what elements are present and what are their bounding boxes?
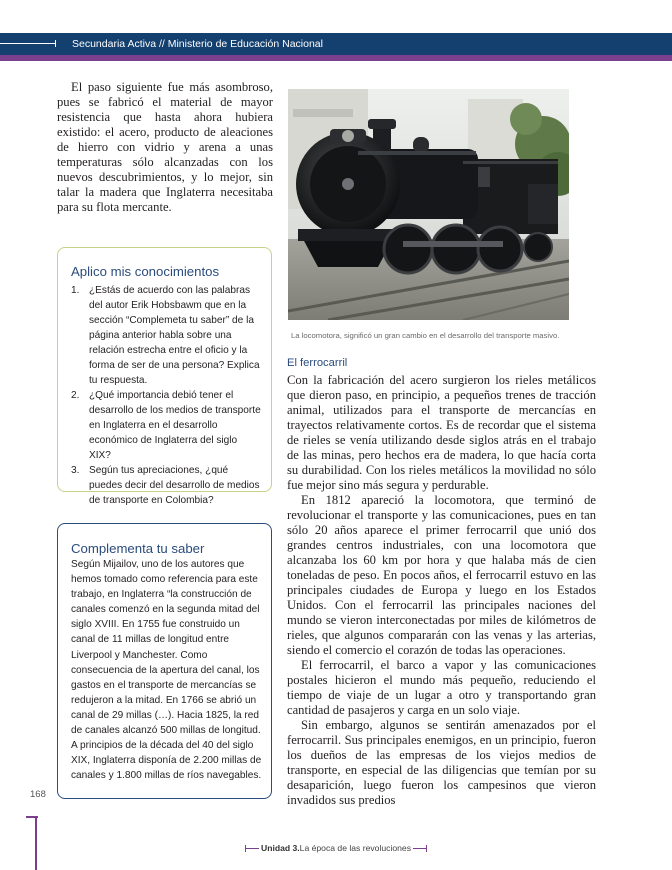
question-number: 1.	[71, 285, 80, 296]
paragraph: Con la fabricación del acero surgieron los rieles metálicos que dieron paso, en principio, a pequeños trenes de tracción animal, utilizados para el transporte de mercancías en trayectos relativamente cortos. Es de recordar que el sistema de rieles se venía utilizando desde siglos atrás en el trabajo de las minas, pero hechos era de madera, lo que hacía corta su durabilidad. Con los rieles metálicos la movilidad no sólo fue mejor sino más segura y perdurable.	[287, 373, 596, 492]
question-text: Según tus apreciaciones, ¿qué puedes decir del desarrollo de medios de transporte en Colombia?	[89, 465, 260, 506]
header-title: Secundaria Activa // Ministerio de Educación Nacional	[72, 38, 323, 50]
question-item	[71, 388, 261, 463]
question-item	[71, 283, 261, 388]
page-number: 168	[30, 789, 46, 800]
locomotive-photo	[288, 89, 569, 320]
footer-bar-right	[413, 848, 427, 849]
question-item	[71, 463, 261, 508]
photo-caption: La locomotora, significó un gran cambio en el desarrollo del transporte masivo.	[291, 331, 560, 340]
paragraph: El ferrocarril, el barco a vapor y las comunicaciones postales hicieron el mundo más pequeño, reduciendo el tiempo de viaje de un lugar a otro y transportando gran cantidad de pasajeros y carga en un solo viaje.	[287, 658, 596, 717]
header-rule-end	[55, 40, 56, 47]
header-rule	[0, 43, 56, 44]
question-number: 2.	[71, 390, 80, 401]
question-text: ¿Estás de acuerdo con las palabras del autor Erik Hobsbawm que en la sección “Complemeta tu saber” de la página anterior habla sobre una relación estrecha entre el oficio y la forma de ser de una persona? Explica tu respuesta.	[89, 285, 260, 386]
footer-unit: Unidad 3.	[260, 843, 300, 853]
paragraph: En 1812 apareció la locomotora, que terminó de revolucionar el transporte y las comunicaciones, pues en tan sólo 20 años aparece el primer ferrocarril que unió dos grandes centros industriales, con una locomotora que alcanzaba los 60 km por hora y que halaba más de cien toneladas de peso. En pocos años, el ferrocarril estuvo en las principales ciudades de Europa y luego en los Estados Unidos. Con el ferrocarril las principales naciones del mundo se vieron interconectadas por miles de kilómetros de rieles, que algunos compararán con las venas y las arterias, siendo el comercio el corazón de todas las operaciones.	[287, 493, 596, 657]
complementa-text: Según Mijailov, uno de los autores que hemos tomado como referencia para este trabajo, en Inglaterra “la construcción de canales comenzó en la segunda mitad del siglo XVIII. En 1755 fue construido un canal de 11 millas de longitud entre Liverpool y Manchester. Como consecuencia de la apertura del canal, los gastos en el transporte de mercancías se redujeron a la mitad. En 1766 se abrió un canal de 29 millas (…). Hacia 1825, la red de canales alcanzó 500 millas de longitud. A principios de la década del 40 del siglo XIX, Inglaterra disponía de 2.200 millas de canales y 1.800 millas de ríos navegables.	[71, 559, 262, 782]
footer-title: La época de las revoluciones	[299, 843, 411, 853]
question-text: ¿Qué importancia debió tener el desarrollo de los medios de transporte en Inglaterra en el desarrollo económico de Inglaterra del siglo XIX?	[89, 390, 261, 461]
question-list	[71, 283, 261, 508]
main-text	[287, 373, 596, 808]
complementa-box	[57, 523, 272, 799]
aplico-heading: Aplico mis conocimientos	[71, 264, 220, 279]
footer	[0, 843, 672, 853]
section-heading: El ferrocarril	[287, 357, 348, 369]
complementa-heading: Complementa tu saber	[71, 541, 205, 556]
intro-paragraph: El paso siguiente fue más asombroso, pues se fabricó el material de mayor resistencia que hasta ahora hubiera existido: el acero, producto de aleaciones de hierro con vidrio y arena a unas temperaturas sólo alcanzadas con los nuevos descubrimientos, y lo mejor, sin talar la madera que Inglaterra necesitaba para su flota mercante.	[57, 80, 273, 214]
header-accent-stripe	[0, 55, 672, 61]
question-number: 3.	[71, 465, 80, 476]
paragraph: Sin embargo, algunos se sentirán amenazados por el ferrocarril. Sus principales enemigos, en un principio, fueron los dueños de las empresas de los viejos medios de transporte, en especial de las diligencias que temían por su desaparición, luego fueron los campesinos que vieron invadidos sus predios	[287, 718, 596, 807]
aplico-box	[57, 247, 272, 506]
footer-bar-left	[245, 848, 259, 849]
